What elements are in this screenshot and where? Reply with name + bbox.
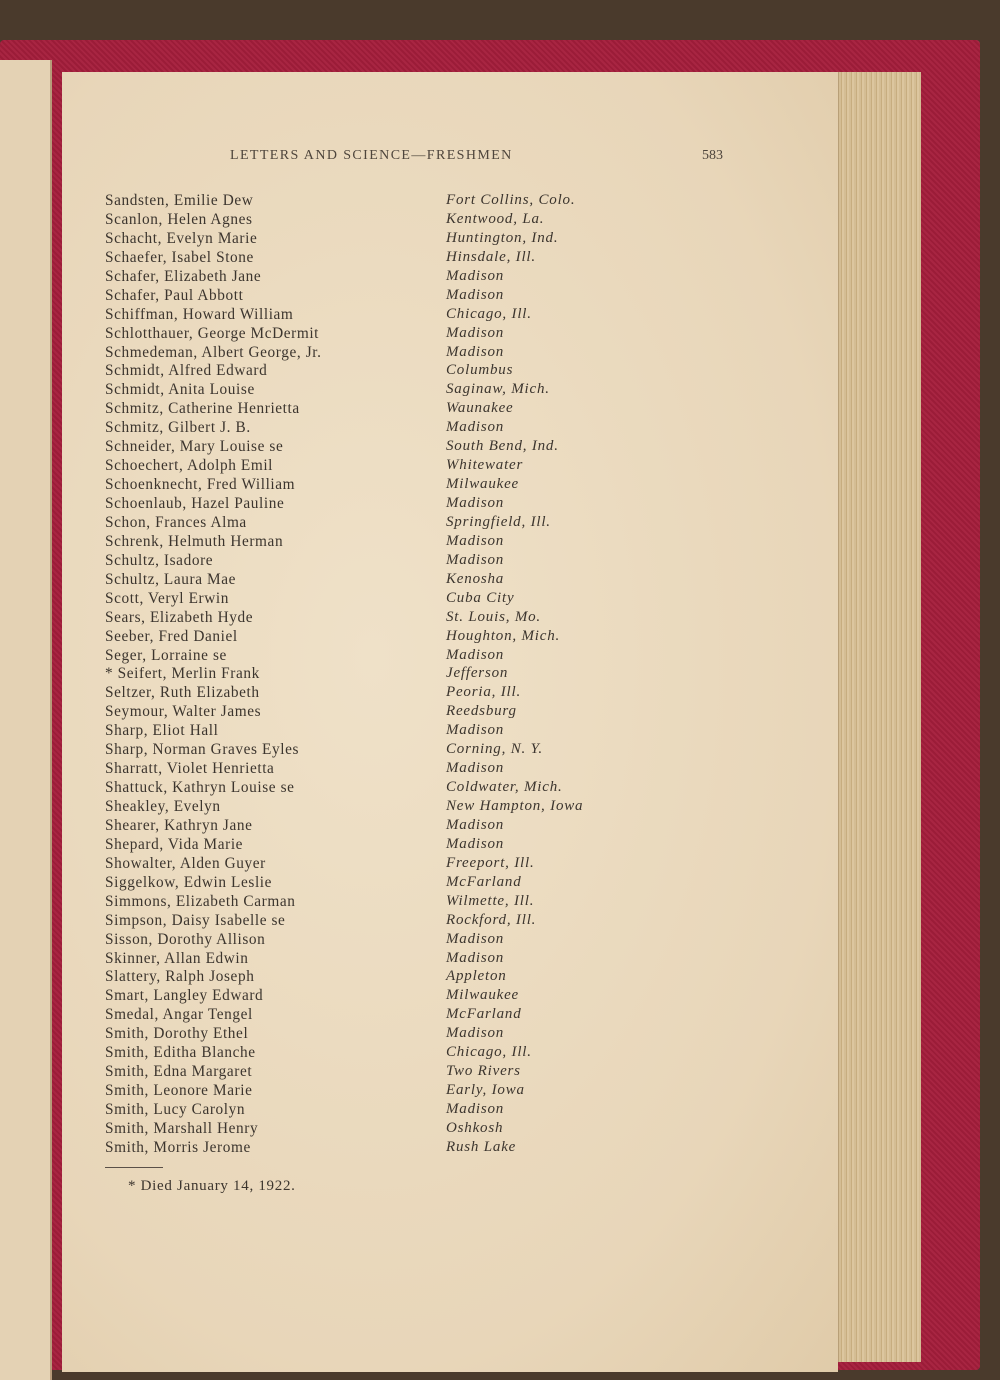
student-name: Scanlon, Helen Agnes	[105, 210, 253, 228]
list-item	[105, 987, 705, 1006]
list-item	[105, 192, 705, 211]
hometown: Fort Collins, Colo.	[446, 192, 576, 208]
student-name: Sheakley, Evelyn	[105, 798, 221, 815]
hometown: McFarland	[446, 1006, 522, 1023]
hometown: Hinsdale, Ill.	[446, 248, 536, 265]
hometown: Madison	[446, 551, 505, 568]
student-name: Shearer, Kathryn Jane	[105, 816, 253, 834]
hometown: Madison	[446, 419, 505, 436]
list-item	[105, 703, 705, 722]
list-item	[105, 552, 705, 571]
student-name: Smedal, Angar Tengel	[105, 1006, 253, 1024]
student-name: Siggelkow, Edwin Leslie	[105, 873, 273, 891]
list-item	[105, 325, 705, 344]
list-item	[105, 893, 705, 912]
list-item	[105, 571, 705, 590]
list-item	[105, 817, 705, 836]
student-name: Shepard, Vida Marie	[105, 835, 244, 853]
hometown: St. Louis, Mo.	[446, 608, 541, 625]
hometown: Appleton	[446, 968, 507, 985]
student-name: Skinner, Allan Edwin	[105, 949, 249, 967]
hometown: Oshkosh	[446, 1119, 504, 1136]
list-item	[105, 874, 705, 893]
facing-page-edge	[0, 60, 52, 1380]
student-name: Seymour, Walter James	[105, 703, 262, 721]
hometown: Madison	[446, 930, 505, 947]
hometown: Rockford, Ill.	[446, 911, 537, 928]
page-block-edges	[838, 72, 921, 1362]
list-item	[105, 1082, 705, 1101]
student-name: Smith, Dorothy Ethel	[105, 1025, 249, 1043]
hometown: Waunakee	[446, 400, 514, 417]
list-item	[105, 249, 705, 268]
student-name: Schoenlaub, Hazel Pauline	[105, 495, 285, 512]
list-item	[105, 855, 705, 874]
hometown: Madison	[446, 267, 505, 284]
hometown: Madison	[446, 324, 505, 341]
hometown: Rush Lake	[446, 1138, 517, 1155]
list-item	[105, 798, 705, 817]
list-item	[105, 741, 705, 760]
list-item	[105, 381, 705, 400]
hometown: Madison	[446, 646, 505, 663]
hometown: Reedsburg	[446, 703, 517, 720]
list-item	[105, 230, 705, 249]
student-name: Schrenk, Helmuth Herman	[105, 532, 284, 550]
hometown: Madison	[446, 1101, 505, 1117]
hometown: Kenosha	[446, 570, 505, 587]
list-item	[105, 779, 705, 798]
student-name: Smith, Marshall Henry	[105, 1119, 259, 1137]
student-name: Simmons, Elizabeth Carman	[105, 892, 296, 910]
student-name: Smith, Morris Jerome	[105, 1138, 251, 1156]
hometown: Freeport, Ill.	[446, 854, 535, 871]
list-item	[105, 684, 705, 703]
hometown: Jefferson	[446, 665, 509, 682]
hometown: Madison	[446, 1025, 505, 1042]
hometown: Two Rivers	[446, 1063, 521, 1080]
student-list	[105, 192, 705, 1158]
list-item	[105, 590, 705, 609]
student-name: Schultz, Laura Mae	[105, 570, 237, 588]
student-name: Smith, Leonore Marie	[105, 1082, 253, 1100]
student-name: Showalter, Alden Guyer	[105, 854, 266, 872]
hometown: Milwaukee	[446, 476, 520, 493]
student-name: Schmitz, Gilbert J. B.	[105, 419, 251, 437]
hometown: Madison	[446, 286, 505, 303]
student-name: Schoechert, Adolph Emil	[105, 457, 274, 475]
hometown: Milwaukee	[446, 987, 520, 1004]
list-item	[105, 722, 705, 741]
list-item	[105, 438, 705, 457]
list-item	[105, 628, 705, 647]
hometown: Peoria, Ill.	[446, 684, 522, 701]
student-name: Seeber, Fred Daniel	[105, 627, 238, 645]
hometown: Early, Iowa	[446, 1082, 525, 1099]
hometown: Saginaw, Mich.	[446, 381, 550, 398]
student-name: Schafer, Paul Abbott	[105, 286, 244, 304]
hometown: New Hampton, Iowa	[446, 798, 584, 814]
hometown: Kentwood, La.	[446, 210, 545, 227]
student-name: Sharp, Norman Graves Eyles	[105, 741, 300, 759]
student-name: Smith, Edna Margaret	[105, 1063, 253, 1081]
list-item	[105, 211, 705, 230]
running-header: LETTERS AND SCIENCE—FRESHMEN	[230, 148, 513, 163]
student-name: Seger, Lorraine se	[105, 646, 227, 664]
hometown: Madison	[446, 949, 505, 966]
hometown: Huntington, Ind.	[446, 229, 559, 246]
student-name: Schoenknecht, Fred William	[105, 476, 296, 494]
hometown: Whitewater	[446, 457, 524, 474]
hometown: Coldwater, Mich.	[446, 779, 563, 796]
list-item	[105, 1101, 705, 1120]
page-number: 583	[702, 148, 723, 163]
hometown: Madison	[446, 722, 505, 739]
student-name: Sandsten, Emilie Dew	[105, 192, 254, 209]
student-name: Scott, Veryl Erwin	[105, 589, 229, 607]
student-name: Schon, Frances Alma	[105, 513, 247, 531]
student-name: Sharratt, Violet Henrietta	[105, 760, 275, 778]
student-name: Schiffman, Howard William	[105, 305, 294, 323]
list-item	[105, 457, 705, 476]
student-name: Sharp, Eliot Hall	[105, 722, 219, 740]
list-item	[105, 1006, 705, 1025]
list-item	[105, 1120, 705, 1139]
hometown: Cuba City	[446, 589, 515, 606]
list-item	[105, 912, 705, 931]
hometown: Madison	[446, 532, 505, 549]
hometown: Springfield, Ill.	[446, 513, 551, 530]
list-item	[105, 760, 705, 779]
hometown: Columbus	[446, 362, 514, 379]
student-name: Schlotthauer, George McDermit	[105, 324, 320, 342]
list-item	[105, 950, 705, 969]
student-name: Schmitz, Catherine Henrietta	[105, 400, 300, 418]
list-item	[105, 1044, 705, 1063]
hometown: McFarland	[446, 873, 522, 890]
list-item	[105, 665, 705, 684]
student-name: Slattery, Ralph Joseph	[105, 968, 255, 986]
list-item	[105, 609, 705, 628]
student-name: Schaefer, Isabel Stone	[105, 248, 254, 266]
list-item	[105, 968, 705, 987]
hometown: Wilmette, Ill.	[446, 892, 535, 909]
student-name: Sisson, Dorothy Allison	[105, 930, 266, 948]
student-name: Schafer, Elizabeth Jane	[105, 267, 262, 285]
list-item	[105, 931, 705, 950]
student-name: Schacht, Evelyn Marie	[105, 229, 258, 247]
hometown: Madison	[446, 816, 505, 833]
student-name: Shattuck, Kathryn Louise se	[105, 779, 295, 797]
hometown: Madison	[446, 343, 505, 360]
list-item	[105, 647, 705, 666]
student-name: Seltzer, Ruth Elizabeth	[105, 684, 260, 702]
footnote-rule	[105, 1167, 163, 1168]
student-name: Smart, Langley Edward	[105, 987, 264, 1005]
hometown: Madison	[446, 760, 505, 777]
list-item	[105, 836, 705, 855]
student-name: Schultz, Isadore	[105, 551, 214, 569]
hometown: Chicago, Ill.	[446, 305, 532, 322]
footnote: * Died January 14, 1922.	[128, 1178, 296, 1194]
hometown: South Bend, Ind.	[446, 438, 559, 455]
list-item	[105, 287, 705, 306]
student-name: * Seifert, Merlin Frank	[105, 665, 260, 683]
list-item	[105, 362, 705, 381]
hometown: Corning, N. Y.	[446, 741, 543, 758]
list-item	[105, 495, 705, 514]
list-item	[105, 1063, 705, 1082]
student-name: Sears, Elizabeth Hyde	[105, 608, 254, 626]
hometown: Madison	[446, 495, 505, 511]
list-item	[105, 306, 705, 325]
list-item	[105, 1025, 705, 1044]
hometown: Madison	[446, 835, 505, 852]
student-name: Smith, Lucy Carolyn	[105, 1101, 246, 1118]
student-name: Schneider, Mary Louise se	[105, 438, 284, 456]
list-item	[105, 344, 705, 363]
student-name: Schmedeman, Albert George, Jr.	[105, 343, 322, 361]
student-name: Simpson, Daisy Isabelle se	[105, 911, 286, 929]
list-item	[105, 476, 705, 495]
student-name: Schmidt, Alfred Edward	[105, 362, 268, 380]
list-item	[105, 400, 705, 419]
list-item	[105, 533, 705, 552]
list-item	[105, 268, 705, 287]
list-item	[105, 1139, 705, 1158]
hometown: Chicago, Ill.	[446, 1044, 532, 1061]
student-name: Smith, Editha Blanche	[105, 1044, 256, 1062]
list-item	[105, 514, 705, 533]
hometown: Houghton, Mich.	[446, 627, 561, 644]
student-name: Schmidt, Anita Louise	[105, 381, 255, 399]
list-item	[105, 419, 705, 438]
